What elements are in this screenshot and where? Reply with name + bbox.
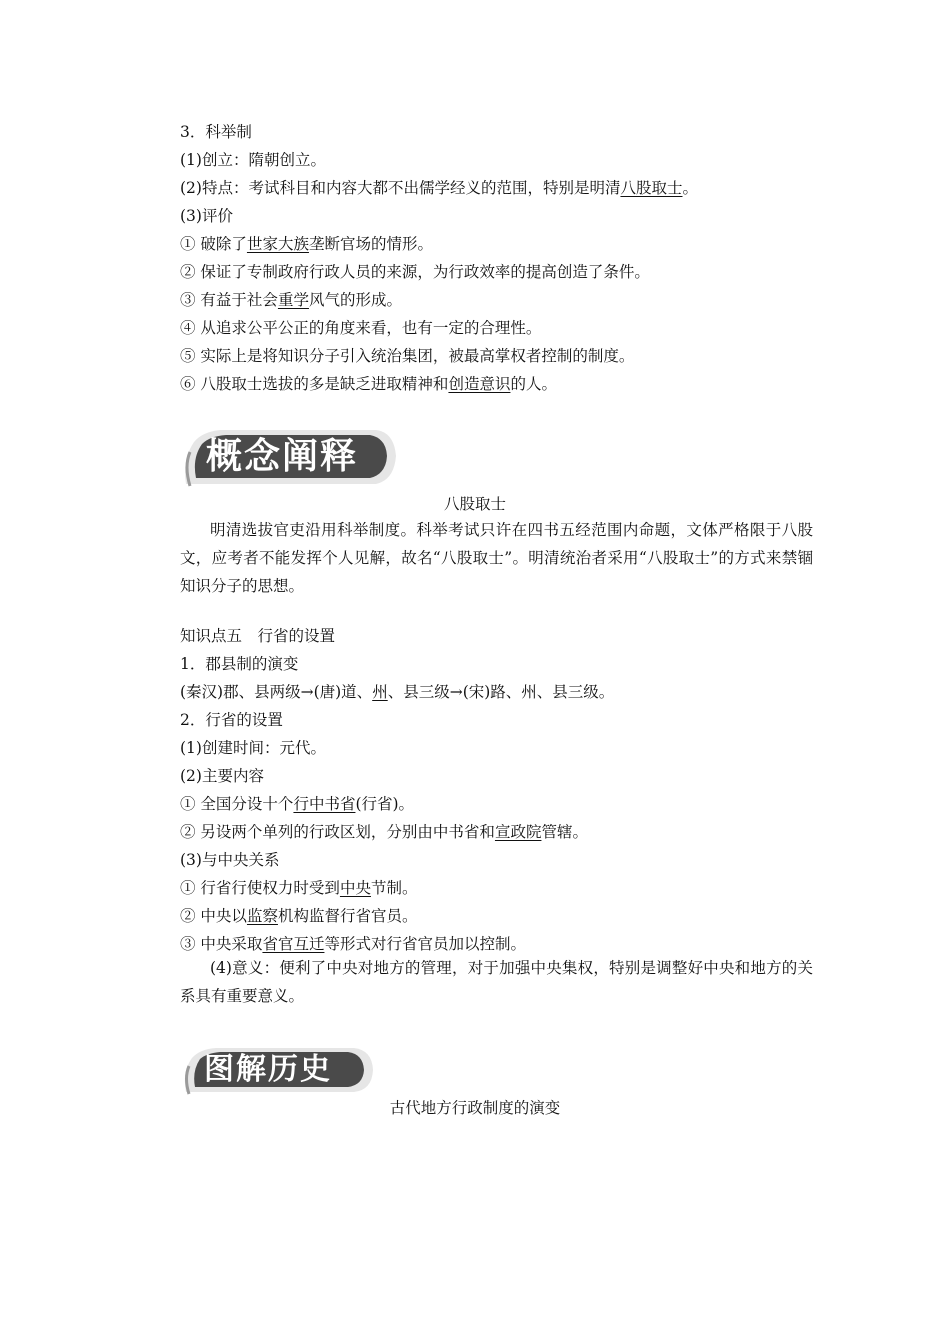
- list-item: ② 保证了专制政府行政人员的来源，为行政效率的提高创造了条件。: [180, 263, 650, 281]
- list-item: ⑤ 实际上是将知识分子引入统治集团，被最高掌权者控制的制度。: [180, 347, 635, 365]
- underlined-term: 省官互迁: [262, 935, 325, 953]
- section-heading: 知识点五 行省的设置: [180, 627, 336, 645]
- list-item: ① 全国分设十个行中书省(行省)。: [180, 795, 415, 813]
- text-line: (2)主要内容: [180, 767, 264, 785]
- underlined-term: 世家大族: [246, 235, 309, 253]
- list-item: ③ 中央采取省官互迁等形式对行省官员加以控制。: [180, 935, 526, 953]
- text-line: (3)与中央关系: [180, 851, 280, 869]
- concept-banner: [180, 426, 400, 488]
- diagram-title: 古代地方行政制度的演变: [389, 1099, 561, 1117]
- concept-paragraph: 明清选拔官吏沿用科举制度。科举考试只许在四书五经范围内命题，文体严格限于八股文，应考者不能发挥个人见解，故名“八股取士”。明清统治者采用“八股取士”的方式来禁锢知识分子的思想。: [180, 521, 813, 595]
- list-item: ④ 从追求公平公正的角度来看，也有一定的合理性。: [180, 319, 542, 337]
- underlined-term: 州: [372, 683, 388, 701]
- banner-label: 图解历史: [204, 1052, 332, 1087]
- concept-title: 八股取士: [443, 495, 506, 513]
- text-line: (3)评价: [180, 207, 233, 225]
- banner-label: 概念阐释: [206, 436, 359, 477]
- text-line: 2．行省的设置: [180, 711, 283, 729]
- list-item: ② 中央以监察机构监督行省官员。: [180, 907, 418, 925]
- underlined-term: 八股取士: [620, 179, 683, 197]
- list-item: ① 行省行使权力时受到中央节制。: [180, 879, 418, 897]
- text-line: 1．郡县制的演变: [180, 655, 299, 673]
- section-title: 3．科举制: [180, 123, 252, 141]
- text-line: (1)创建时间：元代。: [180, 739, 326, 757]
- list-item: ① 破除了世家大族垄断官场的情形。: [180, 235, 433, 253]
- significance-paragraph: (4)意义：便利了中央对地方的管理，对于加强中央集权，特别是调整好中央和地方的关系具有重要意义。: [180, 959, 813, 1005]
- underlined-term: 创造意识: [448, 375, 511, 393]
- underlined-term: 监察: [246, 907, 278, 925]
- underlined-term: 行中书省: [293, 795, 356, 813]
- list-item: ③ 有益于社会重学风气的形成。: [180, 291, 402, 309]
- list-item: ② 另设两个单列的行政区划，分别由中书省和宣政院管辖。: [180, 823, 588, 841]
- underlined-term: 中央: [339, 879, 371, 897]
- text-line: (秦汉)郡、县两级→(唐)道、州、县三级→(宋)路、州、县三级。: [180, 683, 615, 701]
- text-line: (2)特点：考试科目和内容大都不出儒学经义的范围，特别是明清八股取士。: [180, 179, 698, 197]
- underlined-term: 宣政院: [494, 823, 542, 841]
- underlined-term: 重学: [277, 291, 309, 309]
- diagram-banner: [180, 1044, 376, 1096]
- list-item: ⑥ 八股取士选拔的多是缺乏进取精神和创造意识的人。: [180, 375, 557, 393]
- text-line: (1)创立：隋朝创立。: [180, 151, 326, 169]
